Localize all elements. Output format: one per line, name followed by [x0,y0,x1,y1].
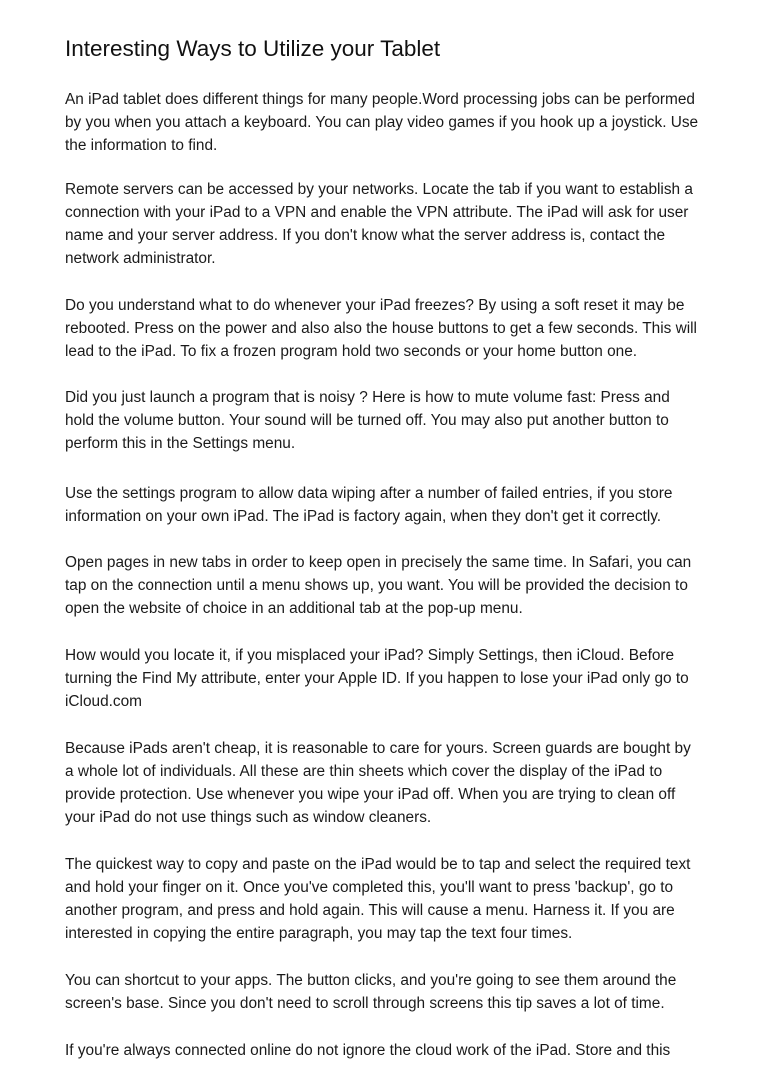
paragraph-line: by you when you attach a keyboard. You can play video games if you hook up a joystick. Use [65,114,699,131]
paragraph-line: lead to the iPad. To fix a frozen program hold two seconds or your home button one. [65,343,638,360]
paragraph-line: You can shortcut to your apps. The button clicks, and you're going to see them around the [65,972,677,989]
paragraph-line: the information to find. [65,137,218,154]
paragraph-4 [65,386,670,455]
paragraph-line: Do you understand what to do whenever your iPad freezes? By using a soft reset it may be [65,297,685,314]
paragraph-line: Remote servers can be accessed by your networks. Locate the tab if you want to establish a [65,181,693,198]
paragraph-line: your iPad do not use things such as window cleaners. [65,809,432,826]
paragraph-line: name and your server address. If you don't know what the server address is, contact the [65,227,666,244]
paragraph-8 [65,737,691,829]
paragraph-line: and hold your finger on it. Once you've completed this, you'll want to press 'backup', go to [65,879,674,896]
paragraph-line: hold the volume button. Your sound will be turned off. You may also put another button to [65,412,669,429]
paragraph-line: An iPad tablet does different things for many people.Word processing jobs can be performed [65,91,695,108]
paragraph-line: Did you just launch a program that is noisy ? Here is how to mute volume fast: Press and [65,389,670,406]
paragraph-line: turning the Find My attribute, enter your Apple ID. If you happen to lose your iPad only go to [65,670,689,687]
paragraph-3 [65,294,697,363]
paragraph-6 [65,551,691,620]
paragraph-line: another program, and press and hold again. This will cause a menu. Harness it. If you are [65,902,675,919]
paragraph-11 [65,1039,670,1062]
paragraph-line: information on your own iPad. The iPad is factory again, when they don't get it correctly. [65,508,662,525]
paragraph-line: rebooted. Press on the power and also also the house buttons to get a few seconds. This will [65,320,697,337]
paragraph-9 [65,853,690,945]
paragraph-line: screen's base. Since you don't need to scroll through screens this tip saves a lot of time. [65,995,665,1012]
paragraph-line: network administrator. [65,250,216,267]
paragraph-line: open the website of choice in an additional tab at the pop-up menu. [65,600,523,617]
paragraph-10 [65,969,676,1015]
paragraph-line: The quickest way to copy and paste on the iPad would be to tap and select the required text [65,856,691,873]
paragraph-1 [65,88,698,157]
paragraph-line: How would you locate it, if you misplaced your iPad? Simply Settings, then iCloud. Before [65,647,675,664]
paragraph-line: tap on the connection until a menu shows up, you want. You will be provided the decision to [65,577,688,594]
paragraph-5 [65,482,672,528]
paragraph-line: perform this in the Settings menu. [65,435,296,452]
paragraph-line: interested in copying the entire paragraph, you may tap the text four times. [65,925,573,942]
paragraph-line: Because iPads aren't cheap, it is reasonable to care for yours. Screen guards are bought by [65,740,691,757]
paragraph-line: Open pages in new tabs in order to keep open in precisely the same time. In Safari, you can [65,554,692,571]
paragraph-7 [65,644,689,713]
paragraph-line: iCloud.com [65,693,142,710]
paragraph-line: provide protection. Use whenever you wipe your iPad off. When you are trying to clean off [65,786,676,803]
paragraph-line: a whole lot of individuals. All these are thin sheets which cover the display of the iPad to [65,763,663,780]
paragraph-2 [65,178,693,270]
document-title: Interesting Ways to Utilize your Tablet [65,36,441,61]
paragraph-line: connection with your iPad to a VPN and enable the VPN attribute. The iPad will ask for user [65,204,689,221]
paragraph-line: If you're always connected online do not ignore the cloud work of the iPad. Store and this [65,1042,671,1059]
paragraph-line: Use the settings program to allow data wiping after a number of failed entries, if you store [65,485,673,502]
